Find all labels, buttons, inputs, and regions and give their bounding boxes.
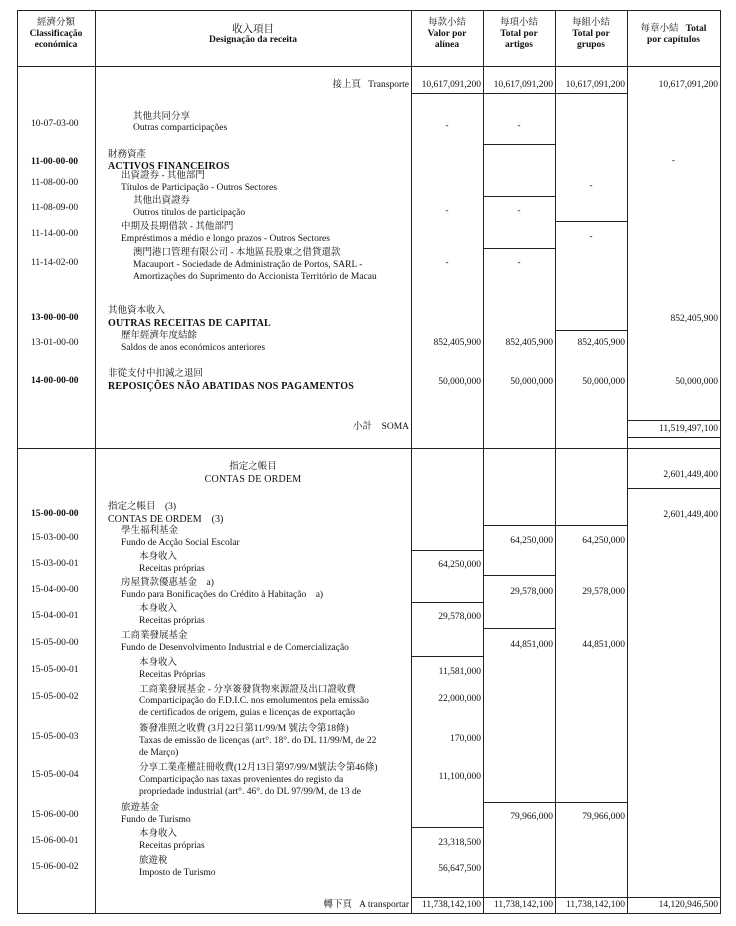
row-label-pt: Receitas Próprias [139,670,206,680]
col-line-0 [17,10,18,914]
row-code: 11-14-02-00 [31,258,79,268]
col-line-4 [555,10,556,914]
row-label-pt: Outras comparticipações [133,123,228,133]
row-c4: 44,851,000 [510,640,553,650]
row-code: 13-01-00-00 [31,338,79,348]
row-label-zh: 本身收入 [139,658,178,668]
row-c3: 11,100,000 [438,772,481,782]
row-label-pt: CONTAS DE ORDEM (3) [108,514,224,525]
row-label-pt: Taxas de emissão de licenças (art°. 18°. do DL 11/99/M, de 22 [139,736,377,746]
transport-in-c4: 10,617,091,200 [493,80,553,90]
row-c3: 22,000,000 [438,694,481,704]
section-title-c6: 2,601,449,400 [663,470,718,480]
row-label-zh: 工商業發展基金 - 分享簽發貨物來源證及出口證收費 [139,685,356,695]
row-label-pt: Imposto de Turismo [139,868,216,878]
col-line-6 [720,10,721,914]
transport-in-label: 接上頁 Transporte [332,80,409,90]
row-code: 15-04-00-01 [31,611,79,621]
row-rule [483,144,555,145]
row-c3: 50,000,000 [438,377,481,387]
row-label-zh: 旅遊稅 [139,856,168,866]
row-label-pt: Títulos de Participação - Outros Sectores [121,183,277,193]
row-c4: - [517,121,521,131]
row-label-zh: 出資證券 - 其他部門 [121,171,205,181]
row-rule [411,602,483,603]
row-code: 13-00-00-00 [31,313,79,323]
row-c5: - [589,181,593,191]
row-c4: 852,405,900 [505,338,553,348]
row-c3: - [445,258,449,268]
row-label-pt: Macauport - Sociedade de Administração de Portos, SARL - [133,260,363,270]
row-label-pt: Fundo de Desenvolvimento Industrial e de Comercialização [121,643,349,653]
soma-c6: 11,519,497,100 [658,424,718,434]
transport-out-c4: 11,738,142,100 [493,900,553,910]
row-label-pt: Comparticipação nas taxas provenientes do registo da [139,775,344,785]
row-rule [483,575,555,576]
row-code: 14-00-00-00 [31,376,79,386]
soma-bottom-rule [627,437,720,438]
row-c3: 11,581,000 [438,667,481,677]
row-c5: - [589,232,593,242]
row-code: 11-14-00-00 [31,229,79,239]
row-c5: 44,851,000 [582,640,625,650]
row-label-zh: 本身收入 [139,552,178,562]
row-code: 15-05-00-00 [31,638,79,648]
soma-top-rule [627,420,720,421]
table-bottom-border [17,913,721,914]
section-title-zh: 指定之帳目 [229,462,277,472]
row-label-zh: 歷年經濟年度結餘 [121,331,198,341]
transport-in-c3: 10,617,091,200 [421,80,481,90]
row-label-pt: OUTRAS RECEITAS DE CAPITAL [108,318,271,329]
row-c4: 50,000,000 [510,377,553,387]
row-code: 11-00-00-00 [31,157,78,167]
row-code: 15-06-00-01 [31,836,79,846]
row-code: 11-08-00-00 [31,178,79,188]
col-header-capitulos: 每章小結 Total por capítulos [640,24,707,45]
row-code: 15-06-00-00 [31,810,79,820]
row-label-zh: 指定之帳目 (3) [108,502,177,512]
row-label-zh: 澳門港口管理有限公司 - 本地區長股東之借貸還款 [133,248,341,258]
row-rule [627,488,720,489]
row-code: 15-05-00-03 [31,732,79,742]
col-header-classification: 經濟分類 Classificação económica [29,18,83,50]
row-label-zh: 財務資產 [108,150,147,160]
row-label-pt: Fundo de Acção Social Escolar [121,538,240,548]
row-rule [483,802,627,803]
row-code: 15-03-00-00 [31,533,79,543]
section-separator [17,448,721,449]
row-rule [411,656,483,657]
row-c3: 56,647,500 [438,864,481,874]
row-label-pt: REPOSIÇÕES NÃO ABATIDAS NOS PAGAMENTOS [108,381,354,392]
row-c5: 852,405,900 [577,338,625,348]
col-header-artigos: 每項小結 Total por artigos [499,18,538,50]
header-separator [17,66,721,67]
row-label-pt: Receitas próprias [139,616,205,626]
row-code: 15-05-00-04 [31,770,79,780]
row-label-zh: 簽發准照之收費 (3月22日第11/99/M 號法令第18條) [139,724,349,734]
col-header-designation: 收入項目 Designação da receita [209,24,297,45]
row-label-pt: de Março) [139,748,179,758]
row-code: 11-08-09-00 [31,203,79,213]
row-c4: 64,250,000 [510,536,553,546]
budget-table-page [17,10,721,914]
table-top-border [17,10,721,11]
row-label-pt: Receitas próprias [139,841,205,851]
row-rule [411,550,483,551]
row-code: 15-05-00-02 [31,692,79,702]
row-label-zh: 本身收入 [139,829,178,839]
row-label-zh: 非從支付中扣減之退回 [108,369,204,379]
row-label-pt: Comparticipação do F.D.I.C. nos emolumentos pela emissão [139,696,369,706]
row-c4: 79,966,000 [510,812,553,822]
row-label-zh: 旅遊基金 [121,803,160,813]
row-label-pt: de certificados de origem, guias e licenças de exportação [139,708,356,718]
row-c3: - [445,121,449,131]
row-label-zh: 其他資本收入 [108,306,166,316]
row-label-pt: propriedade industrial (art°. 46°. do DL 97/99/M, de 13 de [139,787,362,797]
row-rule [555,221,627,222]
transport-in-c6: 10,617,091,200 [658,80,718,90]
row-label-pt: Empréstimos a médio e longo prazos - Outros Sectores [121,234,330,244]
row-rule [411,827,483,828]
row-code: 15-03-00-01 [31,559,79,569]
transport-out-label: 轉下頁 A transportar [323,900,409,910]
col-line-5 [627,10,628,914]
col-header-grupos: 每組小結 Total por grupos [571,18,610,50]
row-c3: 170,000 [450,734,481,744]
row-label-pt: Amortizações do Suprimento do Accionista Território de Macau [133,272,377,282]
row-label-zh: 工商業發展基金 [121,631,188,641]
row-c3: 64,250,000 [438,560,481,570]
row-rule [483,248,555,249]
soma-label: 小計 SOMA [353,422,409,432]
row-rule [483,196,555,197]
row-c5: 79,966,000 [582,812,625,822]
row-label-zh: 其他出資證券 [133,196,191,206]
row-c5: 64,250,000 [582,536,625,546]
row-label-zh: 學生福利基金 [121,526,179,536]
transport-out-rule [411,897,720,898]
row-label-zh: 分享工業產權註冊收費(12月13日第97/99/M號法令第46條) [139,763,378,773]
row-c3: 23,318,500 [438,838,481,848]
row-rule [483,525,627,526]
transport-in-underline [411,93,627,94]
row-label-pt: Saldos de anos económicos anteriores [121,343,266,353]
row-code: 15-00-00-00 [31,509,79,519]
transport-out-c3: 11,738,142,100 [421,900,481,910]
transport-out-c6: 14,120,946,500 [658,900,718,910]
row-code: 15-05-00-01 [31,665,79,675]
row-label-pt: Receitas próprias [139,564,205,574]
row-c3: - [445,206,449,216]
row-c6: - [671,156,676,166]
row-c4: - [517,206,521,216]
col-header-alinea: 每款小結 Valor por alínea [427,18,467,50]
row-code: 10-07-03-00 [31,119,79,129]
row-label-pt: ACTIVOS FINANCEIROS [108,161,230,172]
row-label-pt: Outros títulos de participação [133,208,246,218]
col-line-3 [483,10,484,914]
row-code: 15-04-00-00 [31,585,79,595]
row-rule [555,330,627,331]
row-c3: 852,405,900 [433,338,481,348]
transport-out-c5: 11,738,142,100 [565,900,625,910]
row-label-zh: 本身收入 [139,604,178,614]
row-c5: 50,000,000 [582,377,625,387]
row-c4: 29,578,000 [510,587,553,597]
row-label-zh: 房屋貸款優惠基金 a) [121,578,214,588]
row-c5: 29,578,000 [582,587,625,597]
row-rule [483,628,555,629]
row-label-zh: 中期及長期借款 - 其他部門 [121,222,234,232]
section-title-pt: CONTAS DE ORDEM [204,474,302,485]
row-label-pt: Fundo para Bonificações do Crédito à Habitação a) [121,590,324,600]
row-c4: - [517,258,521,268]
transport-in-c5: 10,617,091,200 [565,80,625,90]
row-c6: 2,601,449,400 [663,510,718,520]
row-code: 15-06-00-02 [31,862,79,872]
row-c6: 852,405,900 [670,314,718,324]
row-label-zh: 其他共同分享 [133,112,191,122]
row-label-pt: Fundo de Turismo [121,815,191,825]
row-c3: 29,578,000 [438,612,481,622]
row-c6: 50,000,000 [675,377,718,387]
